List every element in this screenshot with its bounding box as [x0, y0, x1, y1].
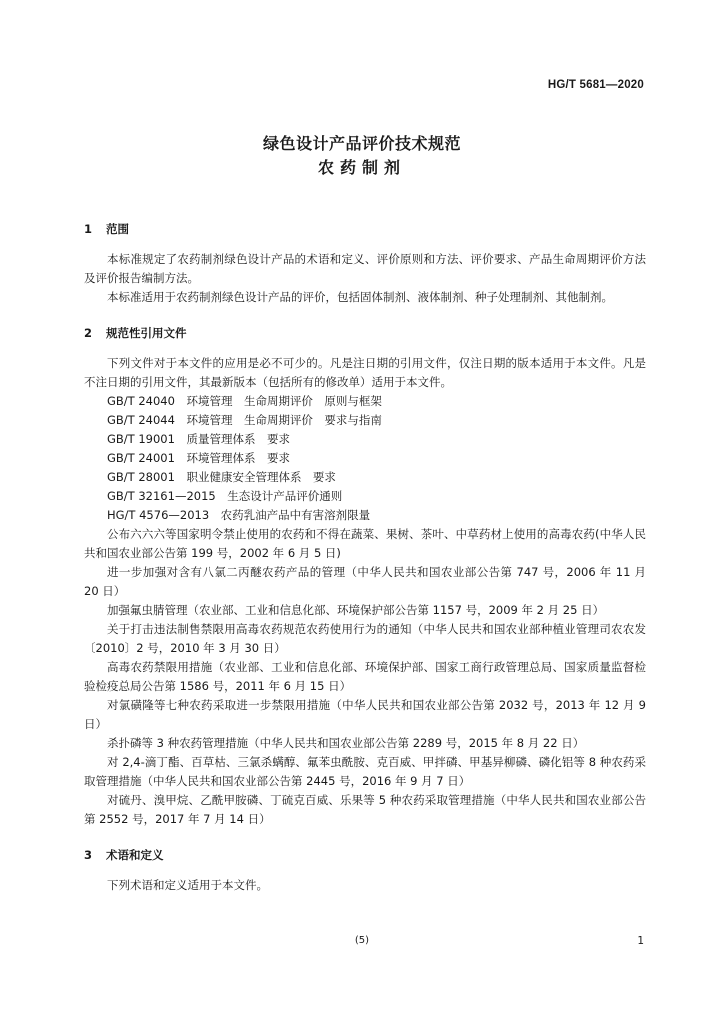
- notice-item: 进一步加强对含有八氯二丙醚农药产品的管理（中华人民共和国农业部公告第 747 号，2006 年 11 月 20 日）: [84, 565, 646, 598]
- paragraph: 本标准规定了农药制剂绿色设计产品的术语和定义、评价原则和方法、评价要求、产品生命周期评价方法及评价报告编制方法。: [84, 252, 646, 285]
- title-line-1: 绿色设计产品评价技术规范: [262, 134, 461, 153]
- paragraph: 下列术语和定义适用于本文件。: [107, 878, 268, 892]
- title-line-2: 农药制剂: [317, 158, 406, 177]
- section-number: 3: [84, 848, 93, 862]
- notice-item: 高毒农药禁限用措施（农业部、工业和信息化部、环境保护部、国家工商行政管理总局、国家质量监督检验检疫总局公告第 1586 号，2011 年 6 月 15 日）: [84, 660, 646, 693]
- notice-item: 加强氟虫腈管理（农业部、工业和信息化部、环境保护部公告第 1157 号，2009 年 2 月 25 日）: [107, 603, 605, 617]
- notice-item: 公布六六六等国家明令禁止使用的农药和不得在蔬菜、果树、茶叶、中草药材上使用的高毒农药(中华人民共和国农业部公告第 199 号，2002 年 6 月 5 日): [84, 527, 646, 560]
- notice-item: 对硫丹、溴甲烷、乙酰甲胺磷、丁硫克百威、乐果等 5 种农药采取管理措施（中华人民共和国农业部公告第 2552 号，2017 年 7 月 14 日）: [84, 793, 646, 826]
- section-number: 1: [84, 222, 93, 236]
- document-code: HG/T 5681—2020: [547, 79, 644, 91]
- section-heading-normative-references: [84, 324, 646, 343]
- reference-item: HG/T 4576—2013 农药乳油产品中有害溶剂限量: [107, 508, 371, 522]
- reference-item: GB/T 28001 职业健康安全管理体系 要求: [107, 470, 336, 484]
- reference-item: GB/T 24001 环境管理体系 要求: [107, 451, 290, 465]
- section-number: 2: [84, 326, 93, 340]
- section-title: 术语和定义: [106, 848, 164, 862]
- notice-item: 对 2,4-滴丁酯、百草枯、三氯杀螨醇、氟苯虫酰胺、克百威、甲拌磷、甲基异柳磷、磷化铝等 8 种农药采取管理措施（中华人民共和国农业部公告第 2445 号，2016 年 9 月 7 日）: [84, 755, 646, 788]
- reference-item: GB/T 19001 质量管理体系 要求: [107, 432, 290, 446]
- reference-item: GB/T 24044 环境管理 生命周期评价 要求与指南: [107, 413, 382, 427]
- notice-item: 对氯磺隆等七种农药采取进一步禁限用措施（中华人民共和国农业部公告第 2032 号，2013 年 12 月 9 日）: [84, 698, 646, 731]
- document-body: [84, 220, 646, 895]
- reference-item: GB/T 24040 环境管理 生命周期评价 原则与框架: [107, 394, 382, 408]
- notice-item: 杀扑磷等 3 种农药管理措施（中华人民共和国农业部公告第 2289 号，2015 年 8 月 22 日）: [107, 736, 585, 750]
- section-title: 范围: [106, 222, 129, 236]
- paragraph: 本标准适用于农药制剂绿色设计产品的评价，包括固体制剂、液体制剂、种子处理制剂、其他制剂。: [107, 290, 613, 304]
- paragraph: 下列文件对于本文件的应用是必不可少的。凡是注日期的引用文件，仅注日期的版本适用于本文件。凡是不注日期的引用文件，其最新版本（包括所有的修改单）适用于本文件。: [84, 356, 646, 389]
- reference-item: GB/T 32161—2015 生态设计产品评价通则: [107, 489, 343, 503]
- footer-sequence-number: (5): [354, 935, 370, 946]
- section-title: 规范性引用文件: [106, 326, 187, 340]
- section-heading-scope: [84, 220, 646, 239]
- notice-item: 关于打击违法制售禁限用高毒农药规范农药使用行为的通知（中华人民共和国农业部种植业管理司农农发〔2010〕2 号，2010 年 3 月 30 日）: [84, 622, 646, 655]
- document-title: [0, 133, 724, 179]
- page-number: 1: [637, 935, 644, 947]
- section-heading-terms-definitions: [84, 846, 646, 865]
